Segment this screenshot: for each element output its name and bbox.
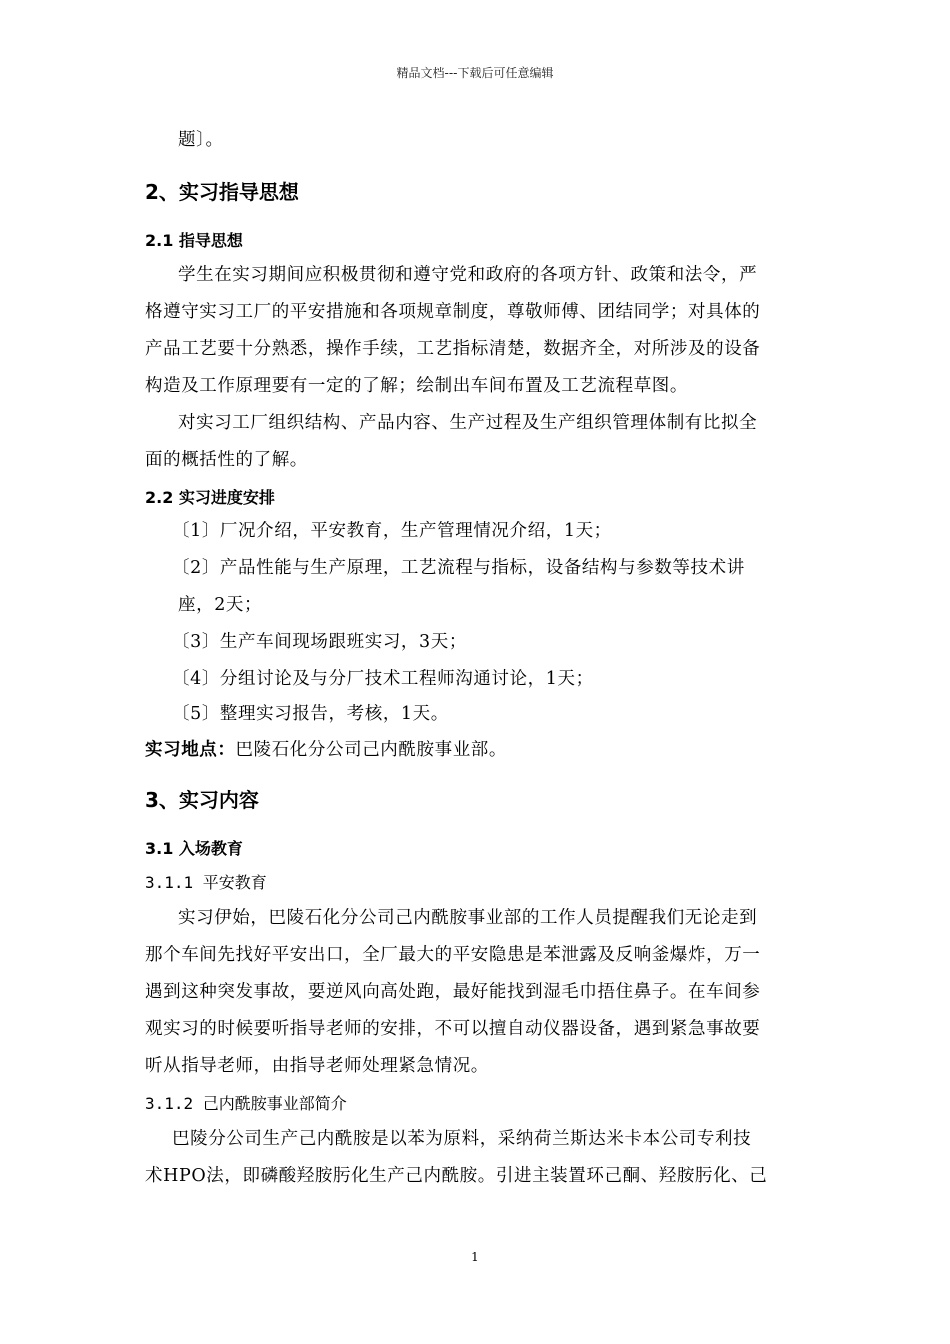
schedule-item: 〔4〕分组讨论及与分厂技术工程师沟通讨论，1天；	[172, 669, 594, 689]
section-3-1-heading: 3.1 入场教育	[145, 839, 243, 858]
section-3-heading: 3、实习内容	[145, 788, 259, 812]
section-2-2-heading: 2.2 实习进度安排	[145, 488, 275, 507]
location-label: 实习地点：	[145, 740, 236, 760]
paragraph-line: 巴陵分公司生产己内酰胺是以苯为原料，采纳荷兰斯达米卡本公司专利技	[172, 1129, 752, 1149]
section-2-heading: 2、实习指导思想	[145, 180, 299, 204]
location-value: 巴陵石化分公司己内酰胺事业部。	[235, 740, 507, 760]
continued-text: 题〕。	[178, 130, 224, 150]
paragraph-line: 那个车间先找好平安出口，全厂最大的平安隐患是苯泄露及反响釜爆炸，万一	[145, 945, 761, 965]
schedule-item: 〔2〕产品性能与生产原理，工艺流程与指标，设备结构与参数等技术讲	[172, 558, 745, 578]
paragraph-line: 格遵守实习工厂的平安措施和各项规章制度，尊敬师傅、团结同学；对具体的	[145, 302, 761, 322]
paragraph-line: 构造及工作原理要有一定的了解；绘制出车间布置及工艺流程草图。	[145, 376, 688, 396]
paragraph-line: 听从指导老师，由指导老师处理紧急情况。	[145, 1056, 489, 1076]
paragraph-line: 产品工艺要十分熟悉，操作手续，工艺指标清楚，数据齐全，对所涉及的设备	[145, 339, 761, 359]
paragraph-line: 观实习的时候要听指导老师的安排，不可以擅自动仪器设备，遇到紧急事故要	[145, 1019, 761, 1039]
page-number: 1	[471, 1250, 479, 1264]
schedule-item: 座，2天；	[178, 595, 263, 615]
paragraph-line: 学生在实习期间应积极贯彻和遵守党和政府的各项方针、政策和法令，严	[178, 265, 758, 285]
schedule-item: 〔1〕厂况介绍，平安教育，生产管理情况介绍，1天；	[172, 521, 612, 541]
location-line	[145, 736, 507, 761]
section-2-1-heading: 2.1 指导思想	[145, 231, 243, 250]
paragraph-line: 实习伊始，巴陵石化分公司己内酰胺事业部的工作人员提醒我们无论走到	[178, 908, 758, 928]
section-3-1-2-heading: 3.1.2 己内酰胺事业部简介	[145, 1094, 347, 1113]
page-header: 精品文档---下载后可任意编辑	[396, 66, 554, 80]
schedule-item: 〔5〕整理实习报告，考核，1天。	[172, 704, 449, 724]
section-3-1-1-heading: 3.1.1 平安教育	[145, 873, 267, 892]
paragraph-line: 术HPO法，即磷酸羟胺肟化生产己内酰胺。引进主装置环己酮、羟胺肟化、己	[145, 1166, 768, 1186]
schedule-item: 〔3〕生产车间现场跟班实习，3天；	[172, 632, 467, 652]
paragraph-line: 对实习工厂组织结构、产品内容、生产过程及生产组织管理体制有比拟全	[178, 413, 758, 433]
paragraph-line: 面的概括性的了解。	[145, 450, 308, 470]
paragraph-line: 遇到这种突发事故，要逆风向高处跑，最好能找到湿毛巾捂住鼻子。在车间参	[145, 982, 761, 1002]
